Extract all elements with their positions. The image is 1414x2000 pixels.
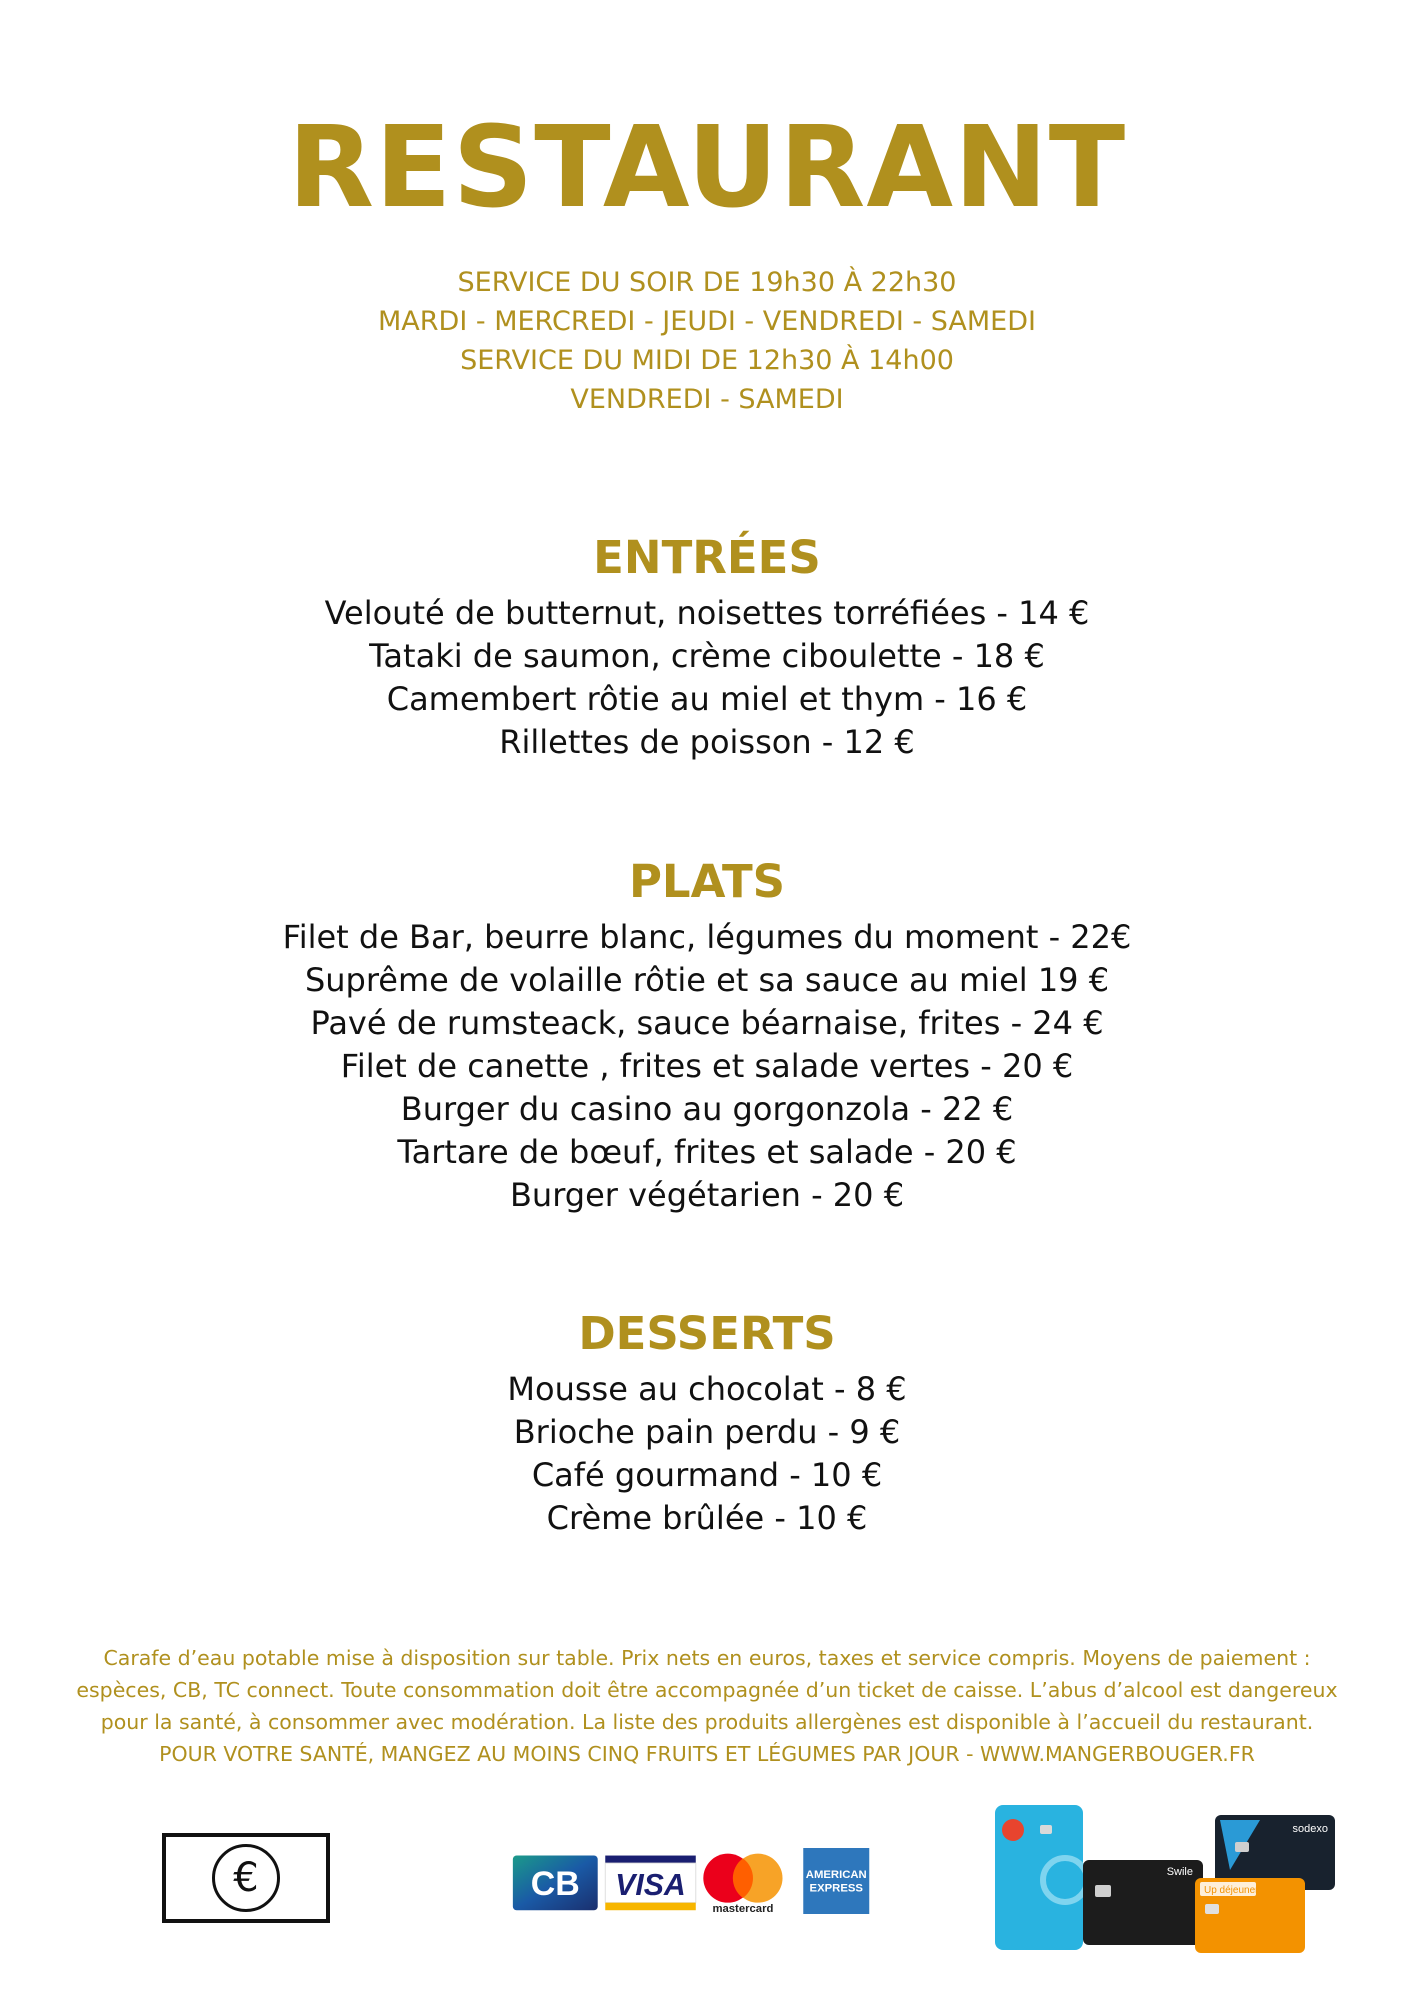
swile-label: Swile [1166, 1866, 1193, 1878]
visa-label: VISA [615, 1869, 686, 1903]
section-plats [0, 854, 1414, 1217]
section-title: ENTRÉES [593, 531, 821, 584]
menu-item: Burger du casino au gorgonzola - 22 € [400, 1090, 1014, 1128]
legal-line: espèces, CB, TC connect. Toute consommation doit être accompagnée d’un ticket de caisse. L’abus d’alcool est dangereux [76, 1678, 1338, 1702]
opening-hours [0, 263, 1414, 419]
cb-label: CB [530, 1865, 580, 1904]
up-dejeuner-label: Up déjeuner [1204, 1885, 1259, 1896]
card-logos [502, 1848, 882, 1914]
menu-item: Velouté de butternut, noisettes torréfiées - 14 € [324, 594, 1090, 632]
cb-logo [513, 1856, 598, 1911]
menu-item: Brioche pain perdu - 9 € [513, 1413, 901, 1451]
meal-voucher-cards [995, 1800, 1340, 1960]
menu-item: Filet de Bar, beurre blanc, légumes du moment - 22€ [282, 918, 1132, 956]
swile-card [1083, 1860, 1203, 1945]
legal-line: Carafe d’eau potable mise à disposition sur table. Prix nets en euros, taxes et service compris. Moyens de paiement : [103, 1646, 1311, 1670]
menu-item: Rillettes de poisson - 12 € [499, 723, 915, 761]
cash-payment-icon [162, 1833, 330, 1923]
menu-item: Tartare de bœuf, frites et salade - 20 € [397, 1133, 1017, 1171]
menu-item: Tataki de saumon, crème ciboulette - 18 € [369, 637, 1045, 675]
legal-line: pour la santé, à consommer avec modération. La liste des produits allergènes est disponible à l’accueil du restaurant. [100, 1710, 1314, 1734]
menu-item: Pavé de rumsteack, sauce béarnaise, frites - 24 € [310, 1004, 1104, 1042]
menu-item: Suprême de volaille rôtie et sa sauce au miel 19 € [304, 961, 1110, 999]
menu-item: Mousse au chocolat - 8 € [507, 1370, 907, 1408]
blue-voucher-card [995, 1805, 1087, 1950]
amex-label-1: AMERICAN [805, 1869, 867, 1882]
hours-line: VENDREDI - SAMEDI [570, 384, 844, 415]
mastercard-logo [703, 1854, 782, 1914]
amex-label-2: EXPRESS [809, 1882, 863, 1895]
section-title: PLATS [628, 855, 786, 908]
section-title: DESSERTS [578, 1307, 836, 1360]
amex-logo [803, 1848, 869, 1914]
euro-icon: € [212, 1844, 280, 1912]
up-dejeuner-card [1195, 1878, 1305, 1953]
menu-item: Café gourmand - 10 € [531, 1456, 883, 1494]
menu-item: Burger végétarien - 20 € [509, 1176, 905, 1214]
menu-item: Crème brûlée - 10 € [546, 1499, 868, 1537]
hours-line: MARDI - MERCREDI - JEUDI - VENDREDI - SAMEDI [378, 306, 1036, 337]
section-entrees [0, 530, 1414, 764]
section-desserts [0, 1306, 1414, 1540]
sodexo-label: sodexo [1292, 1823, 1328, 1835]
mastercard-label: mastercard [712, 1903, 774, 1914]
menu-item: Filet de canette , frites et salade vertes - 20 € [340, 1047, 1074, 1085]
restaurant-title: RESTAURANT [287, 103, 1127, 233]
hours-line: SERVICE DU SOIR DE 19h30 À 22h30 [457, 267, 957, 298]
legal-line: POUR VOTRE SANTÉ, MANGEZ AU MOINS CINQ FRUITS ET LÉGUMES PAR JOUR - WWW.MANGERBOUGER.FR [159, 1742, 1255, 1766]
menu-item: Camembert rôtie au miel et thym - 16 € [386, 680, 1028, 718]
hours-line: SERVICE DU MIDI DE 12h30 À 14h00 [460, 345, 954, 376]
visa-logo [605, 1856, 696, 1911]
legal-notice [40, 1642, 1374, 1770]
